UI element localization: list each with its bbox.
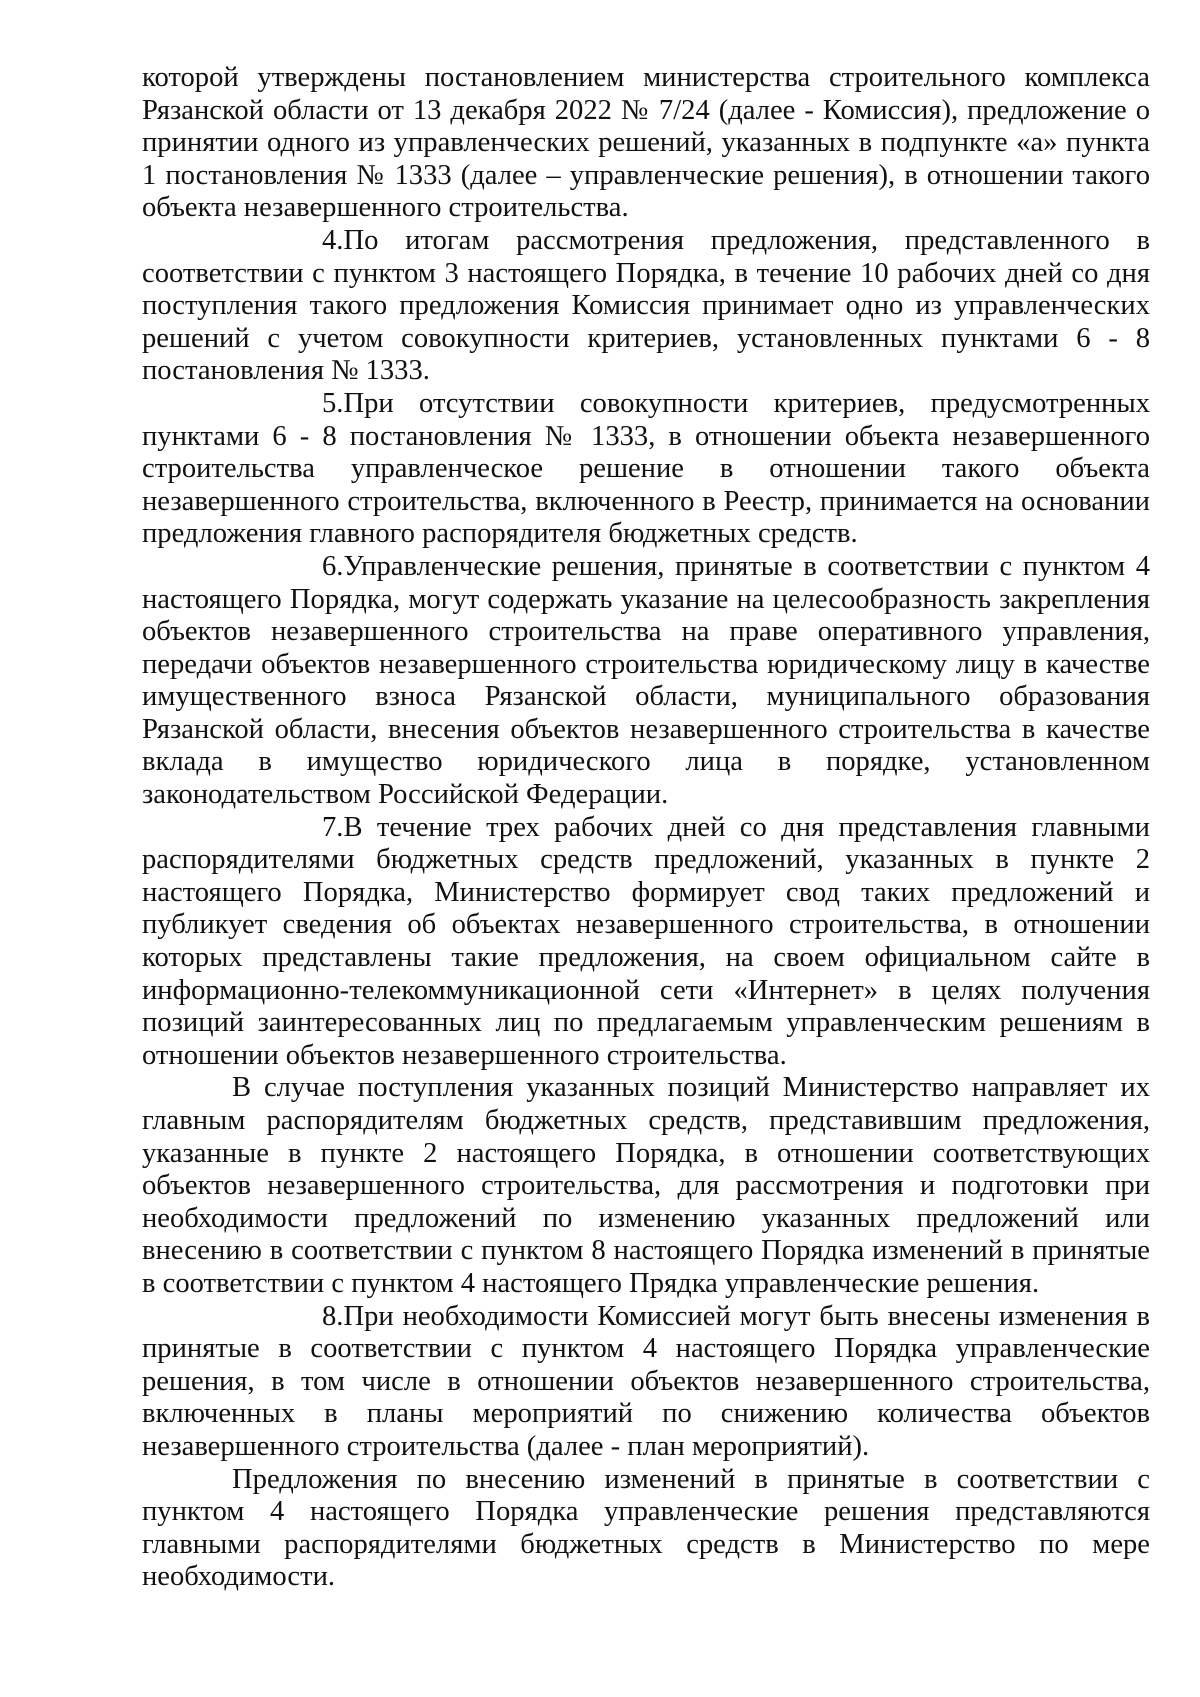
paragraph-text: Управленческие решения, принятые в соответствии с пунктом 4 настоящего Порядка, могут содержать указание на целесообразность закрепления объектов незавершенного строительства на праве оперативного управления, передачи объектов незавершенного строительства юридическому лицу в качестве имущественного взноса Рязанской области, муниципального образования Рязанской области, внесения объектов незавершенного строительства в качестве вклада в имущество юридического лица в порядке, установленном законодательством Российской Федерации.: [142, 550, 1150, 811]
paragraph-number: 5.: [322, 387, 344, 419]
paragraph-text: В течение трех рабочих дней со дня представления главными распорядителями бюджетных средств предложений, указанных в пункте 2 настоящего Порядка, Министерство формирует свод таких предложений и публикует сведения об объектах незавершенного строительства, в отношении которых представлены такие предложения, на своем официальном сайте в информационно-телекоммуникационной сети «Интернет» в целях получения позиций заинтересованных лиц по предлагаемым управленческим решениям в отношении объектов незавершенного строительства.: [142, 811, 1150, 1071]
document-body: [142, 62, 1150, 1594]
paragraph-text: которой утверждены постановлением министерства строительного комплекса Рязанской области от 13 декабря 2022 № 7/24 (далее - Комиссия), предложение о принятии одного из управленческих решений, указанных в подпункте «а» пункта 1 постановления № 1333 (далее – управленческие решения), в отношении такого объекта незавершенного строительства.: [142, 62, 1150, 224]
paragraph-text: По итогам рассмотрения предложения, представленного в соответствии с пунктом 3 настоящего Порядка, в течение 10 рабочих дней со дня поступления такого предложения Комиссия принимает одно из управленческих решений с учетом совокупности критериев, установленных пунктами 6 - 8 постановления № 1333.: [142, 224, 1150, 387]
paragraph-text: В случае поступления указанных позиций Министерство направляет их главным распорядителям бюджетных средств, представившим предложения, указанные в пункте 2 настоящего Порядка, в отношении соответствующих объектов незавершенного строительства, для рассмотрения и подготовки при необходимости предложений по изменению указанных предложений или внесению в соответствии с пунктом 8 настоящего Порядка изменений в принятые в соответствии с пунктом 4 настоящего Прядка управленческие решения.: [142, 1072, 1150, 1299]
paragraph-8-continued: [142, 1464, 1150, 1594]
paragraph-number: 8.: [322, 1300, 344, 1332]
paragraph-text: Предложения по внесению изменений в принятые в соответствии с пунктом 4 настоящего Порядка управленческие решения представляются главными распорядителями бюджетных средств в Министерство по мере необходимости.: [142, 1463, 1150, 1593]
paragraph-continuation: [142, 62, 1150, 225]
paragraph-4: [142, 225, 1150, 388]
paragraph-number: 6.: [322, 550, 344, 582]
paragraph-number: 7.: [322, 811, 344, 843]
paragraph-8: [142, 1301, 1150, 1464]
paragraph-7-continued: [142, 1072, 1150, 1300]
paragraph-text: При отсутствии совокупности критериев, предусмотренных пунктами 6 - 8 постановления № 1333, в отношении объекта незавершенного строительства управленческое решение в отношении такого объекта незавершенного строительства, включенного в Реестр, принимается на основании предложения главного распорядителя бюджетных средств.: [142, 387, 1150, 550]
paragraph-5: [142, 388, 1150, 551]
paragraph-number: 4.: [322, 224, 344, 256]
paragraph-text: При необходимости Комиссией могут быть внесены изменения в принятые в соответствии с пунктом 4 настоящего Порядка управленческие решения, в том числе в отношении объектов незавершенного строительства, включенных в планы мероприятий по снижению количества объектов незавершенного строительства (далее - план мероприятий).: [142, 1300, 1150, 1462]
paragraph-6: [142, 551, 1150, 812]
paragraph-7: [142, 812, 1150, 1073]
